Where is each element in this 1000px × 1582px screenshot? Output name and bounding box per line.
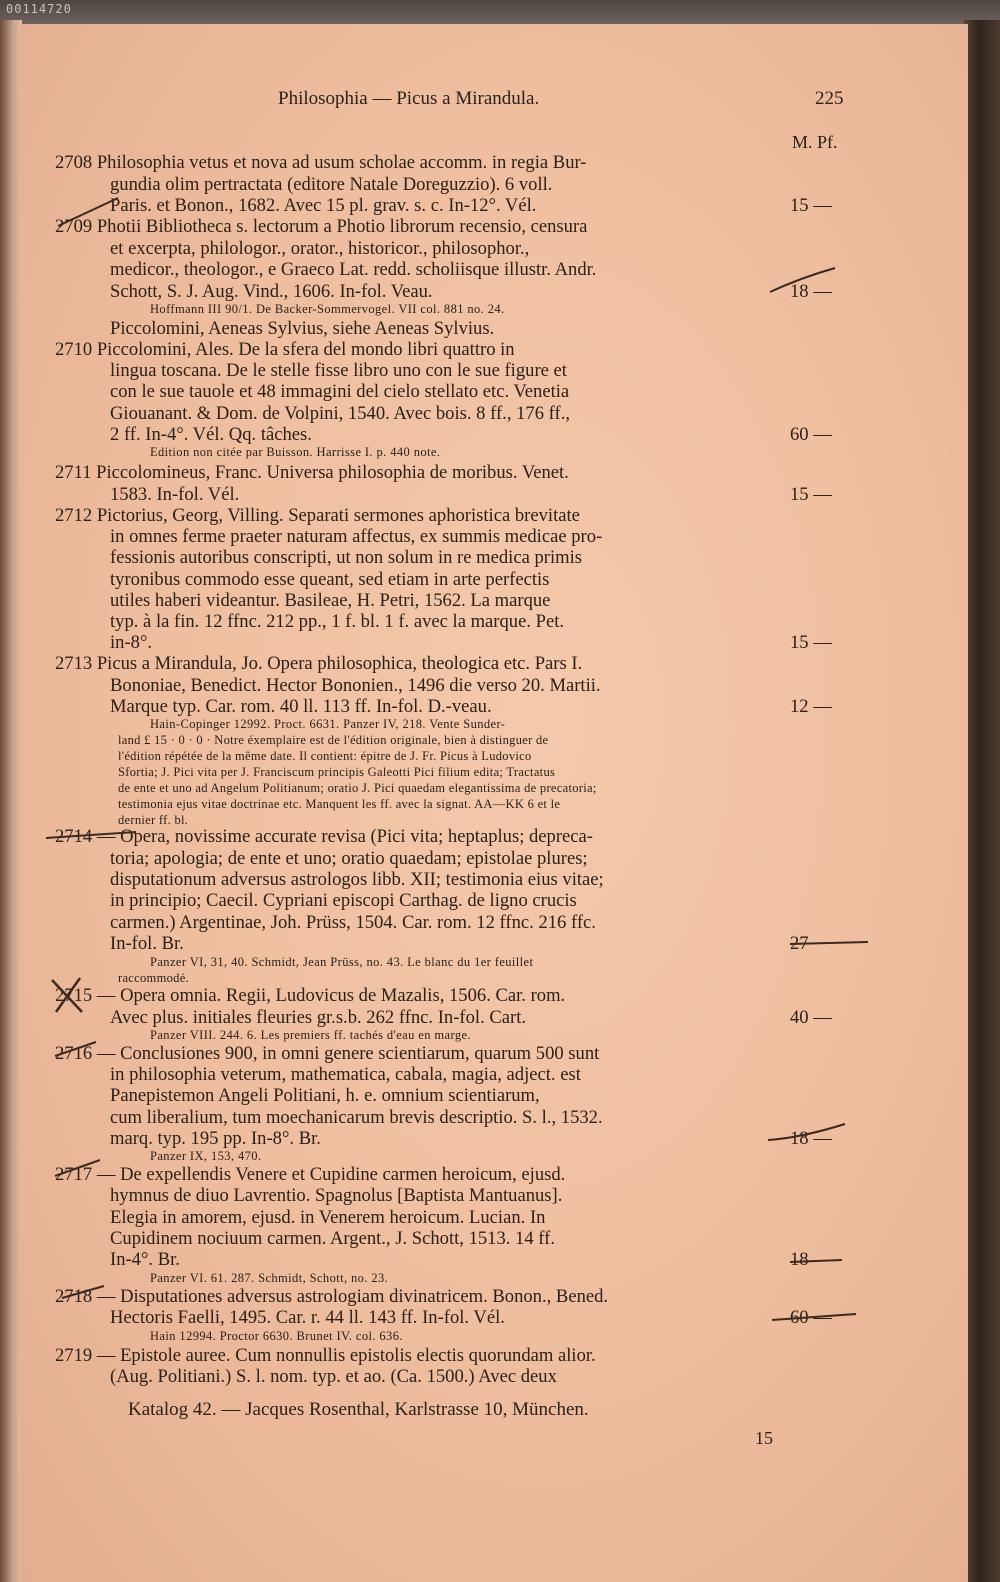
price-value: 15 — (790, 195, 832, 216)
entry-line: 2719 — Epistole aureе. Cum nonnullis epistolis electis quorundam alior. (55, 1345, 596, 1366)
entry-line: Panepistemon Angeli Politiani, h. e. omnium scientiarum, (110, 1085, 540, 1106)
entry-line: 2708 Philosophia vetus et nova ad usum scholae accomm. in regia Bur- (55, 152, 587, 173)
price-value: 60 — (790, 1307, 832, 1328)
entry-line: Paris. et Bonon., 1682. Avec 15 pl. grav. s. c. In-12°. Vél. (110, 195, 537, 216)
entry-line: In-fol. Br. (110, 933, 184, 954)
entry-line: marq. typ. 195 pp. In-8°. Br. (110, 1128, 321, 1149)
entry-line: 2717 — De expellendis Venere et Cupidine carmen heroicum, ejusd. (55, 1164, 566, 1185)
price-value: 27 (790, 933, 809, 954)
top-strip-text: 00114720 (6, 2, 72, 16)
entry-line: 2718 — Disputationes adversus astrologiam divinatricem. Bonon., Bened. (55, 1286, 609, 1307)
entry-line: 2714 — Opera, novissime accurate revisa (Pici vita; heptaplus; depreca- (55, 826, 593, 847)
entry-line: Hain-Copinger 12992. Proct. 6631. Panzer IV, 218. Vente Sunder- (150, 717, 506, 731)
entry-line: con le sue tauole et 48 immagini del cielo stellato etc. Venetia (110, 381, 570, 402)
entry-line: Hain 12994. Proctor 6630. Brunet IV. col. 636. (150, 1329, 403, 1343)
entry-line: fessionis autoribus conscripti, ut non solum in re medica primis (110, 547, 583, 568)
entry-line: utiles haberi videantur. Basileae, H. Petri, 1562. La marque (110, 590, 551, 611)
running-header: Philosophia — Picus a Mirandula. (278, 88, 540, 109)
entry-line: in philosophia veterum, mathematica, cabala, magia, adject. est (110, 1064, 581, 1085)
entry-line: 2709 Photii Bibliotheca s. lectorum a Photio librorum recensio, censura (55, 216, 588, 237)
entry-line: land £ 15 · 0 · 0 · Notre éxemplaire est de l'édition originale, bien à distinguer de (118, 733, 549, 747)
entry-line: lingua toscana. De le stelle fisse libro uno con le sue figure et (110, 360, 567, 381)
entry-line: Avec plus. initiales fleuries gr.s.b. 262 ffnc. In-fol. Cart. (110, 1007, 527, 1028)
entry-line: In-4°. Br. (110, 1249, 180, 1270)
entry-line: Edition non citée par Buisson. Harrisse I. p. 440 note. (150, 445, 441, 459)
entry-line: Marque typ. Car. rom. 40 ll. 113 ff. In-fol. D.-veau. (110, 696, 492, 717)
entry-line: tyronibus commodo esse queant, sed etiam in arte perfectis (110, 569, 550, 590)
entry-line: 1583. In-fol. Vél. (110, 484, 240, 505)
entry-line: et excerpta, philologor., orator., historicor., philosophor., (110, 238, 530, 259)
entry-line: Sfortia; J. Pici vita per J. Franciscum principis Galeotti Pici filium edita; Tractatus (118, 765, 556, 779)
entry-line: Piccolomini, Aeneas Sylvius, siehe Aeneas Sylvius. (110, 318, 495, 339)
entry-line: 2710 Piccolomini, Ales. De la sfera del mondo libri quattro in (55, 339, 515, 360)
entry-line: Panzer VI, 31, 40. Schmidt, Jean Prüss, no. 43. Le blanc du 1er feuillet (150, 955, 534, 969)
top-strip (0, 0, 1000, 26)
entry-line: 2715 — Opera omnia. Regii, Ludovicus de Mazalis, 1506. Car. rom. (55, 985, 566, 1006)
entry-line: 2712 Pictorius, Georg, Villing. Separati sermones aphoristica brevitate (55, 505, 580, 526)
entry-line: 2 ff. In-4°. Vél. Qq. tâches. (110, 424, 312, 445)
book-spine-edge (964, 20, 1000, 1582)
price-value: 18 — (790, 1128, 832, 1149)
entry-line: gundia olim pertractata (editore Natale Doreguzzio). 6 voll. (110, 174, 553, 195)
entry-line: disputationum adversus astrologos libb. XII; testimonia eius vitae; (110, 869, 604, 890)
entry-line: typ. à la fin. 12 ffnc. 212 pp., 1 f. bl. 1 f. avec la marque. Pet. (110, 611, 565, 632)
entry-line: (Aug. Politiani.) S. l. nom. typ. et ao. (Ca. 1500.) Avec deux (110, 1366, 557, 1387)
price-value: 15 — (790, 632, 832, 653)
price-column-heading: M. Pf. (792, 132, 838, 152)
entry-line: Cupidinem nociuum carmen. Argent., J. Schott, 1513. 14 ff. (110, 1228, 555, 1249)
entry-line: cum liberalium, tum moechanicarum brevis descriptio. S. l., 1532. (110, 1107, 603, 1128)
entry-line: Hectoris Faelli, 1495. Car. r. 44 ll. 143 ff. In-fol. Vél. (110, 1307, 505, 1328)
page-number: 225 (815, 88, 844, 109)
entry-line: Elegia in amorem, ejusd. in Venerem heroicum. Lucian. In (110, 1207, 546, 1228)
entry-line: medicor., theologor., e Graeco Lat. redd. scholiisque illustr. Andr. (110, 259, 597, 280)
catalog-footer: Katalog 42. — Jacques Rosenthal, Karlstrasse 10, München. (128, 1399, 589, 1420)
price-value: 40 — (790, 1007, 832, 1028)
entry-line: Panzer VIII. 244. 6. Les premiers ff. tachés d'eau en marge. (150, 1028, 471, 1042)
entry-line: Panzer IX, 153, 470. (150, 1149, 262, 1163)
entry-line: dernier ff. bl. (118, 813, 189, 827)
entry-line: 2716 — Conclusiones 900, in omni genere scientiarum, quarum 500 sunt (55, 1043, 600, 1064)
entry-line: Schott, S. J. Aug. Vind., 1606. In-fol. Veau. (110, 281, 433, 302)
book-left-edge (0, 20, 22, 1582)
entry-line: testimonia ejus vitae doctrinae etc. Manquent les ff. avec la signat. AA—KK 6 et le (118, 797, 561, 811)
signature-folio: 15 (755, 1428, 773, 1448)
entry-line: in-8°. (110, 632, 153, 653)
entry-line: de ente et uno ad Angelum Politianum; oratio J. Pici quaedam elegantissima de precatoria; (118, 781, 597, 795)
entry-line: carmen.) Argentinae, Joh. Prüss, 1504. Car. rom. 12 ffnc. 216 ffc. (110, 912, 596, 933)
price-value: 12 — (790, 696, 832, 717)
entry-line: hymnus de diuo Lavrentio. Spagnolus [Baptista Mantuanus]. (110, 1185, 563, 1206)
entry-line: raccommodé. (118, 971, 189, 985)
entry-line: 2713 Picus a Mirandula, Jo. Opera philosophica, theologica etc. Pars I. (55, 653, 583, 674)
entry-line: Hoffmann III 90/1. De Backer-Sommervogel. VII col. 881 no. 24. (150, 302, 505, 316)
entry-line: in omnes ferme praeter naturam affectus, ex summis medicae pro- (110, 526, 603, 547)
entry-line: l'édition répétée de la même date. Il contient: épitre de J. Fr. Picus à Ludovico (118, 749, 532, 763)
entry-line: Panzer VI. 61. 287. Schmidt, Schott, no. 23. (150, 1271, 389, 1285)
price-value: 15 — (790, 484, 832, 505)
entry-line: 2711 Piccolomineus, Franc. Universa philosophia de moribus. Venet. (55, 462, 569, 483)
price-value: 18 — (790, 1249, 832, 1270)
price-value: 60 — (790, 424, 832, 445)
entry-line: in principio; Caecil. Cypriani episcopi Carthag. de ligno crucis (110, 890, 577, 911)
price-value: 18 — (790, 281, 832, 302)
entry-line: toria; apologia; de ente et uno; oratio quaedam; epistolae plures; (110, 848, 588, 869)
entry-line: Bononiae, Benedict. Hector Bononien., 1496 die verso 20. Martii. (110, 675, 601, 696)
entry-line: Giouanant. & Dom. de Volpini, 1540. Avec bois. 8 ff., 176 ff., (110, 403, 570, 424)
